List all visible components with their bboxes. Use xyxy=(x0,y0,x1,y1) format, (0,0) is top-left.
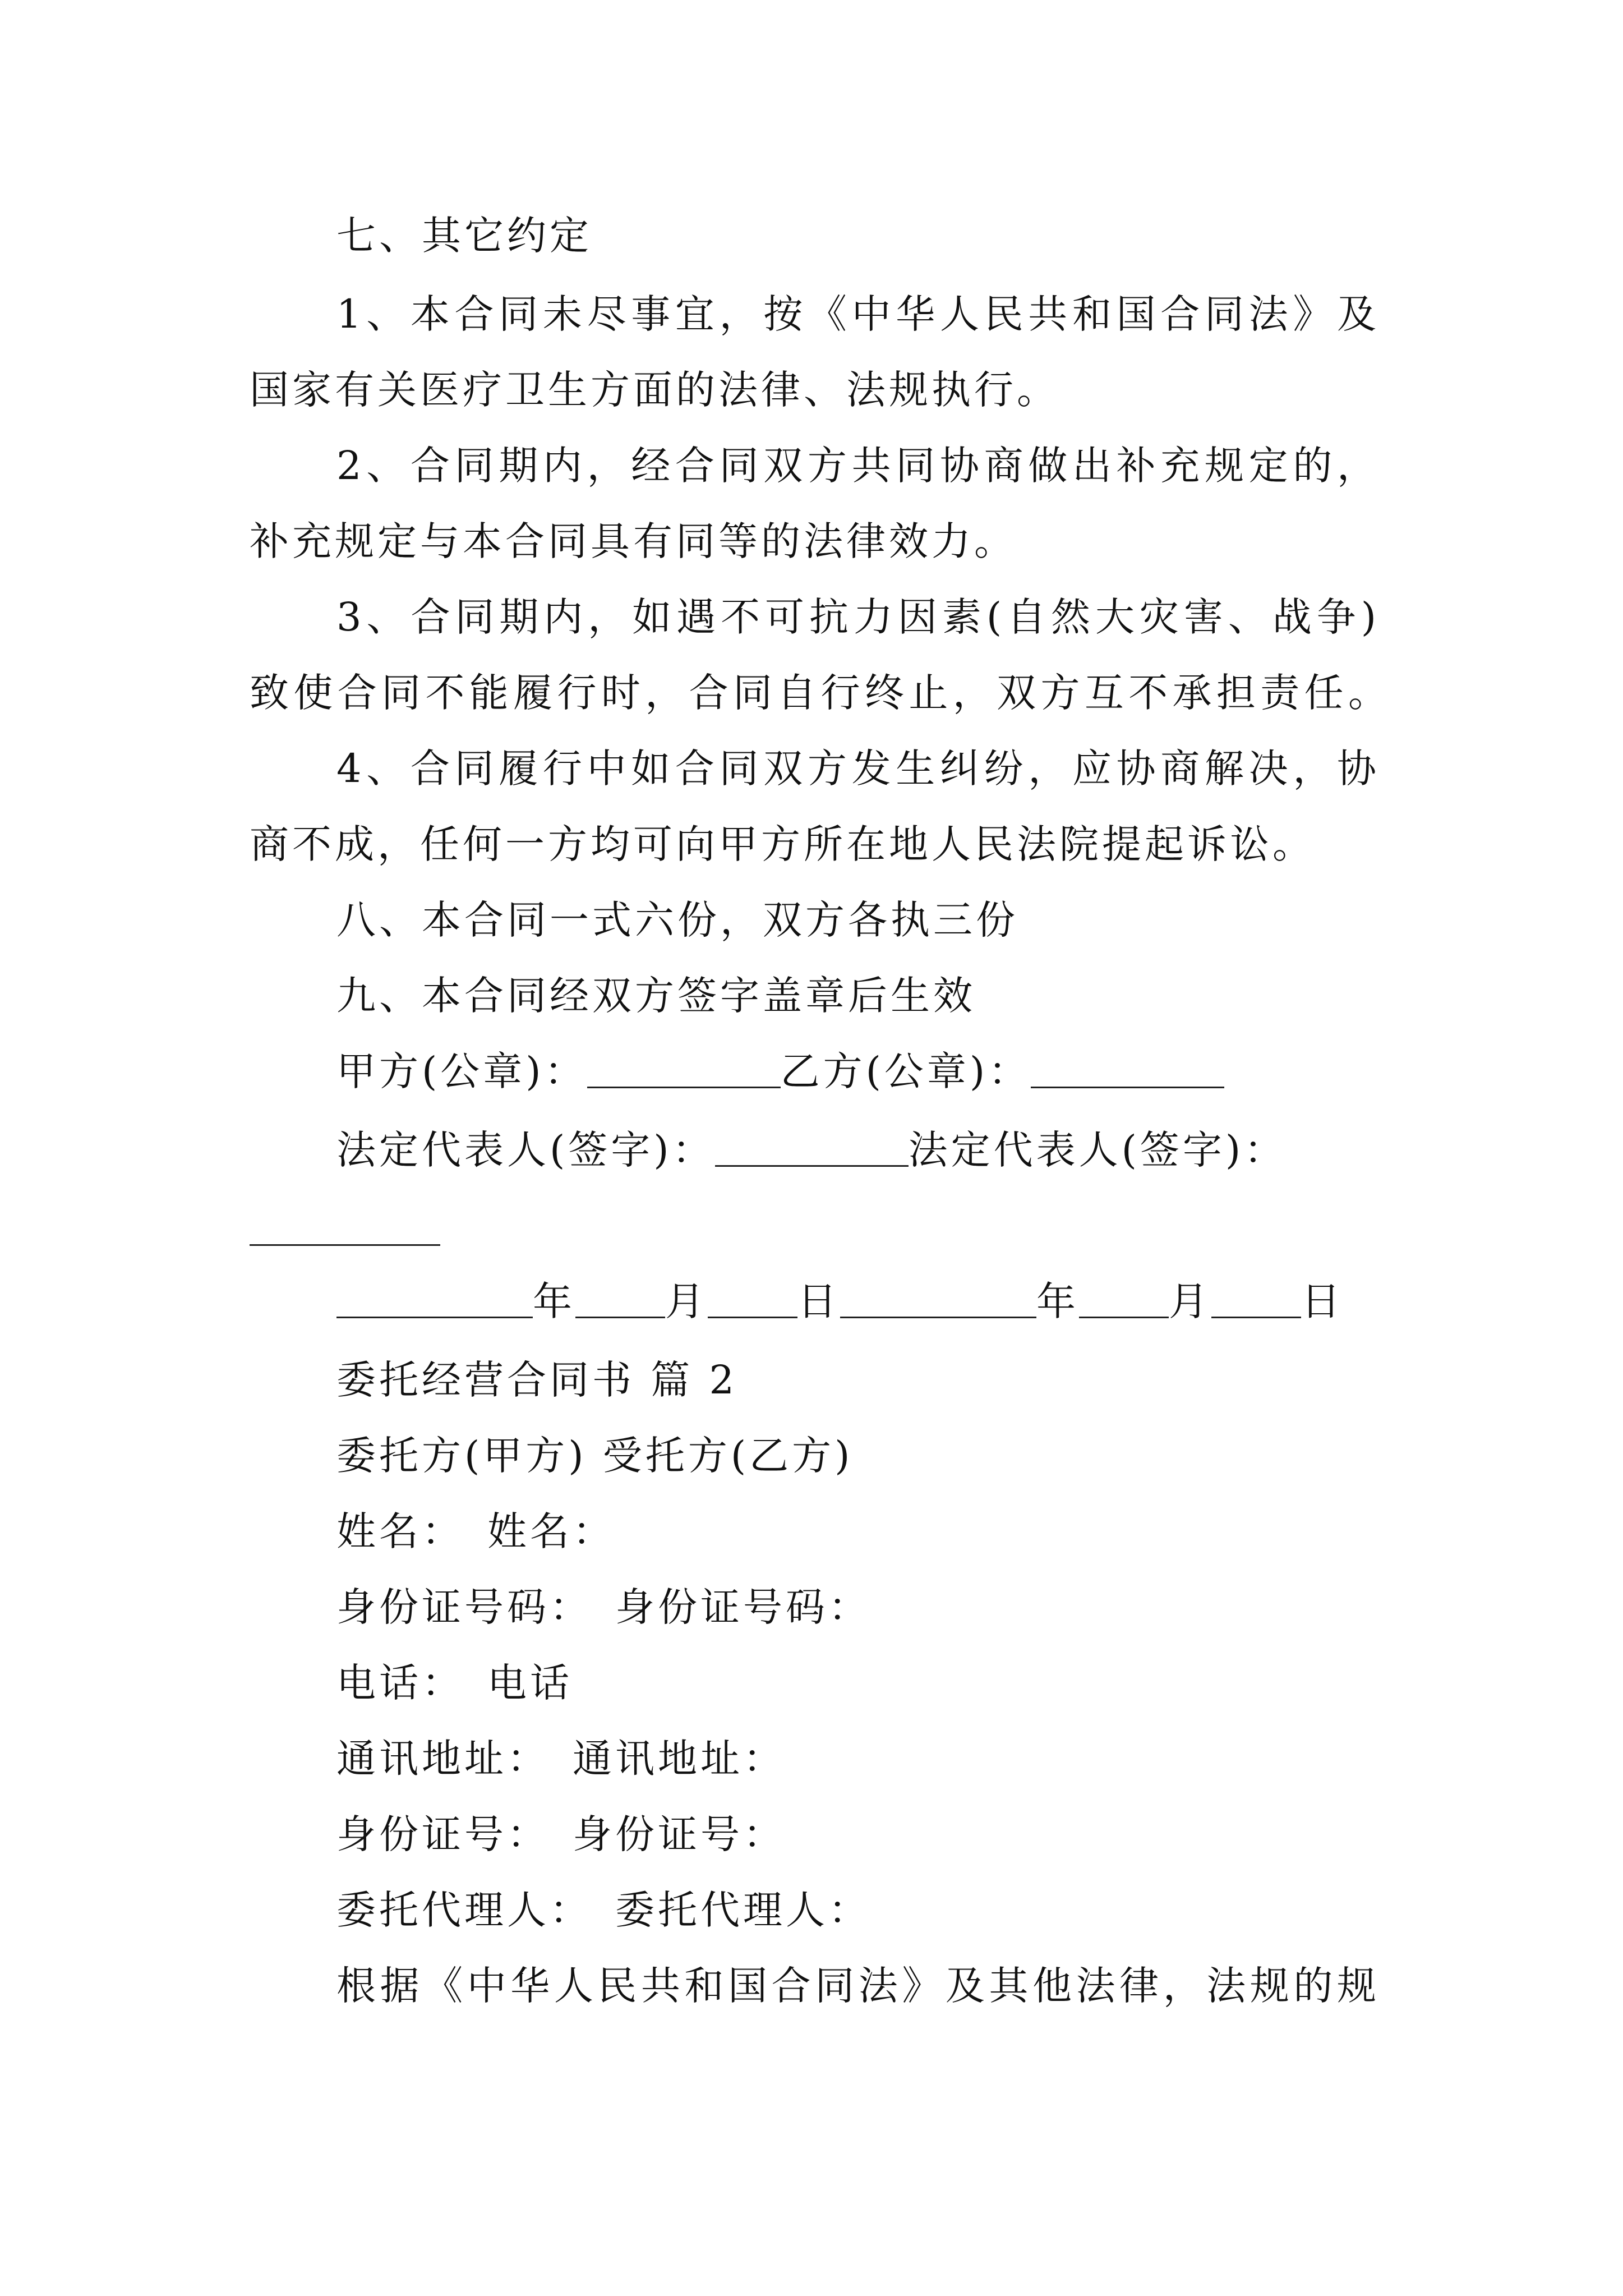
date-b-year-blank[interactable] xyxy=(840,1277,1036,1318)
clause-4-line-1: 4、合同履行中如合同双方发生纠纷，应协商解决，协 xyxy=(336,746,1380,792)
date-a-day-blank[interactable] xyxy=(708,1277,797,1318)
section-7-title: 七、其它约定 xyxy=(336,213,592,259)
date-b-day-blank[interactable] xyxy=(1211,1277,1301,1318)
section-9: 九、本合同经双方签字盖章后生效 xyxy=(336,973,976,1019)
party-a-seal-label: 甲方(公章)： xyxy=(336,1048,587,1094)
date-b-month-label: 月 xyxy=(1169,1278,1211,1324)
clause-2-line-1: 2、合同期内，经合同双方共同协商做出补充规定的， xyxy=(336,443,1380,489)
date-a-day-label: 日 xyxy=(797,1278,840,1324)
party-a-seal-blank[interactable] xyxy=(587,1047,781,1088)
clause-4-line-2: 商不成，任何一方均可向甲方所在地人民法院提起诉讼。 xyxy=(250,821,1315,867)
parties-line: 委托方(甲方) 受托方(乙方) xyxy=(336,1433,854,1479)
name-line: 姓名： 姓名： xyxy=(336,1508,615,1554)
clause-3-line-1: 3、合同期内，如遇不可抗力因素(自然大灾害、战争) xyxy=(336,594,1380,640)
id-code-line: 身份证号码： 身份证号码： xyxy=(336,1584,871,1630)
date-b-year-label: 年 xyxy=(1036,1278,1079,1324)
clause-1-line-1: 1、本合同未尽事宜，按《中华人民共和国合同法》及 xyxy=(336,291,1380,337)
basis-line: 根据《中华人民共和国合同法》及其他法律，法规的规 xyxy=(336,1963,1380,2009)
section-8: 八、本合同一式六份，双方各执三份 xyxy=(336,897,1018,943)
rep-b-blank[interactable] xyxy=(250,1244,440,1246)
phone-line: 电话： 电话 xyxy=(336,1660,573,1706)
id-number-line: 身份证号： 身份证号： xyxy=(336,1811,786,1857)
rep-a-blank[interactable] xyxy=(715,1126,909,1167)
rep-a-label: 法定代表人(签字)： xyxy=(336,1127,715,1173)
clause-2-line-2: 补充规定与本合同具有同等的法律效力。 xyxy=(250,518,1017,564)
rep-b-label: 法定代表人(签字)： xyxy=(908,1127,1287,1173)
section-2-heading: 委托经营合同书 篇 2 xyxy=(336,1357,738,1403)
seal-line xyxy=(336,1043,1224,1099)
agent-line: 委托代理人： 委托代理人： xyxy=(336,1887,871,1933)
date-b-day-label: 日 xyxy=(1301,1278,1344,1324)
clause-1-line-2: 国家有关医疗卫生方面的法律、法规执行。 xyxy=(250,367,1059,413)
party-b-seal-label: 乙方(公章)： xyxy=(780,1048,1031,1094)
date-a-year-blank[interactable] xyxy=(336,1277,533,1318)
address-line: 通讯地址： 通讯地址： xyxy=(336,1736,786,1782)
date-a-year-label: 年 xyxy=(533,1278,575,1324)
date-line xyxy=(336,1273,1344,1329)
date-b-month-blank[interactable] xyxy=(1079,1277,1169,1318)
party-b-seal-blank[interactable] xyxy=(1031,1047,1224,1088)
date-a-month-label: 月 xyxy=(665,1278,708,1324)
date-a-month-blank[interactable] xyxy=(575,1277,665,1318)
representative-line xyxy=(336,1122,1287,1178)
clause-3-line-2: 致使合同不能履行时，合同自行终止，双方互不承担责任。 xyxy=(250,670,1391,716)
